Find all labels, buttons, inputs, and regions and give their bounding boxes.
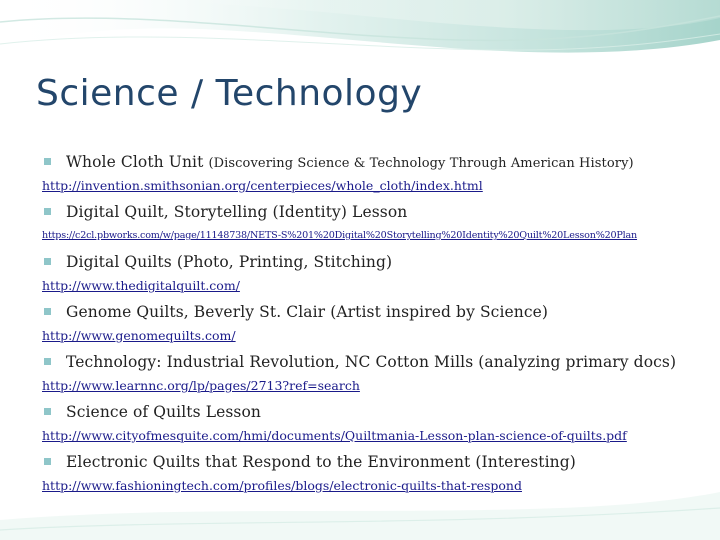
bullet-text — [42, 300, 712, 324]
resource-link[interactable]: http://www.cityofmesquite.com/hmi/documents/Quiltmania-Lesson-plan-science-of-quilts.pdf — [42, 428, 627, 443]
bullet-text — [42, 350, 712, 374]
bullet-list — [42, 150, 712, 500]
square-bullet-icon — [44, 458, 51, 465]
list-item — [42, 200, 712, 244]
bullet-main: Genome Quilts, Beverly St. Clair (Artist inspired by Science) — [66, 303, 549, 321]
bullet-main: Electronic Quilts that Respond to the Environment (Interesting) — [66, 453, 576, 471]
bullet-main: Science of Quilts Lesson — [66, 403, 261, 421]
list-item — [42, 400, 712, 444]
slide-title: Science / Technology — [36, 73, 423, 114]
list-item — [42, 150, 712, 194]
square-bullet-icon — [44, 208, 51, 215]
square-bullet-icon — [44, 258, 51, 265]
bullet-text — [42, 450, 712, 474]
resource-link[interactable]: https://c2cl.pbworks.com/w/page/11148738/NETS-S%201%20Digital%20Storytelling%20Identity%20Quilt%20Lesson%20Plan — [42, 230, 638, 241]
resource-link[interactable]: http://www.genomequilts.com/ — [42, 328, 236, 343]
square-bullet-icon — [44, 308, 51, 315]
resource-link[interactable]: http://www.learnnc.org/lp/pages/2713?ref=search — [42, 378, 360, 393]
bullet-text — [42, 150, 712, 174]
resource-link[interactable]: http://www.thedigitalquilt.com/ — [42, 278, 240, 293]
list-item — [42, 350, 712, 394]
bullet-text — [42, 200, 712, 224]
bullet-text — [42, 250, 712, 274]
resource-link[interactable]: http://invention.smithsonian.org/centerpieces/whole_cloth/index.html — [42, 178, 483, 193]
resource-link[interactable]: http://www.fashioningtech.com/profiles/blogs/electronic-quilts-that-respond — [42, 478, 522, 493]
bullet-note: (Discovering Science & Technology Through American History) — [208, 156, 634, 171]
bullet-main: Technology: Industrial Revolution, NC Cotton Mills (analyzing primary docs) — [66, 353, 677, 371]
square-bullet-icon — [44, 408, 51, 415]
list-item — [42, 250, 712, 294]
list-item — [42, 450, 712, 494]
bullet-main: Digital Quilts (Photo, Printing, Stitching) — [66, 253, 393, 271]
square-bullet-icon — [44, 158, 51, 165]
bullet-text — [42, 400, 712, 424]
bullet-main: Digital Quilt, Storytelling (Identity) Lesson — [66, 203, 408, 221]
list-item — [42, 300, 712, 344]
bullet-main: Whole Cloth Unit — [66, 153, 204, 171]
square-bullet-icon — [44, 358, 51, 365]
